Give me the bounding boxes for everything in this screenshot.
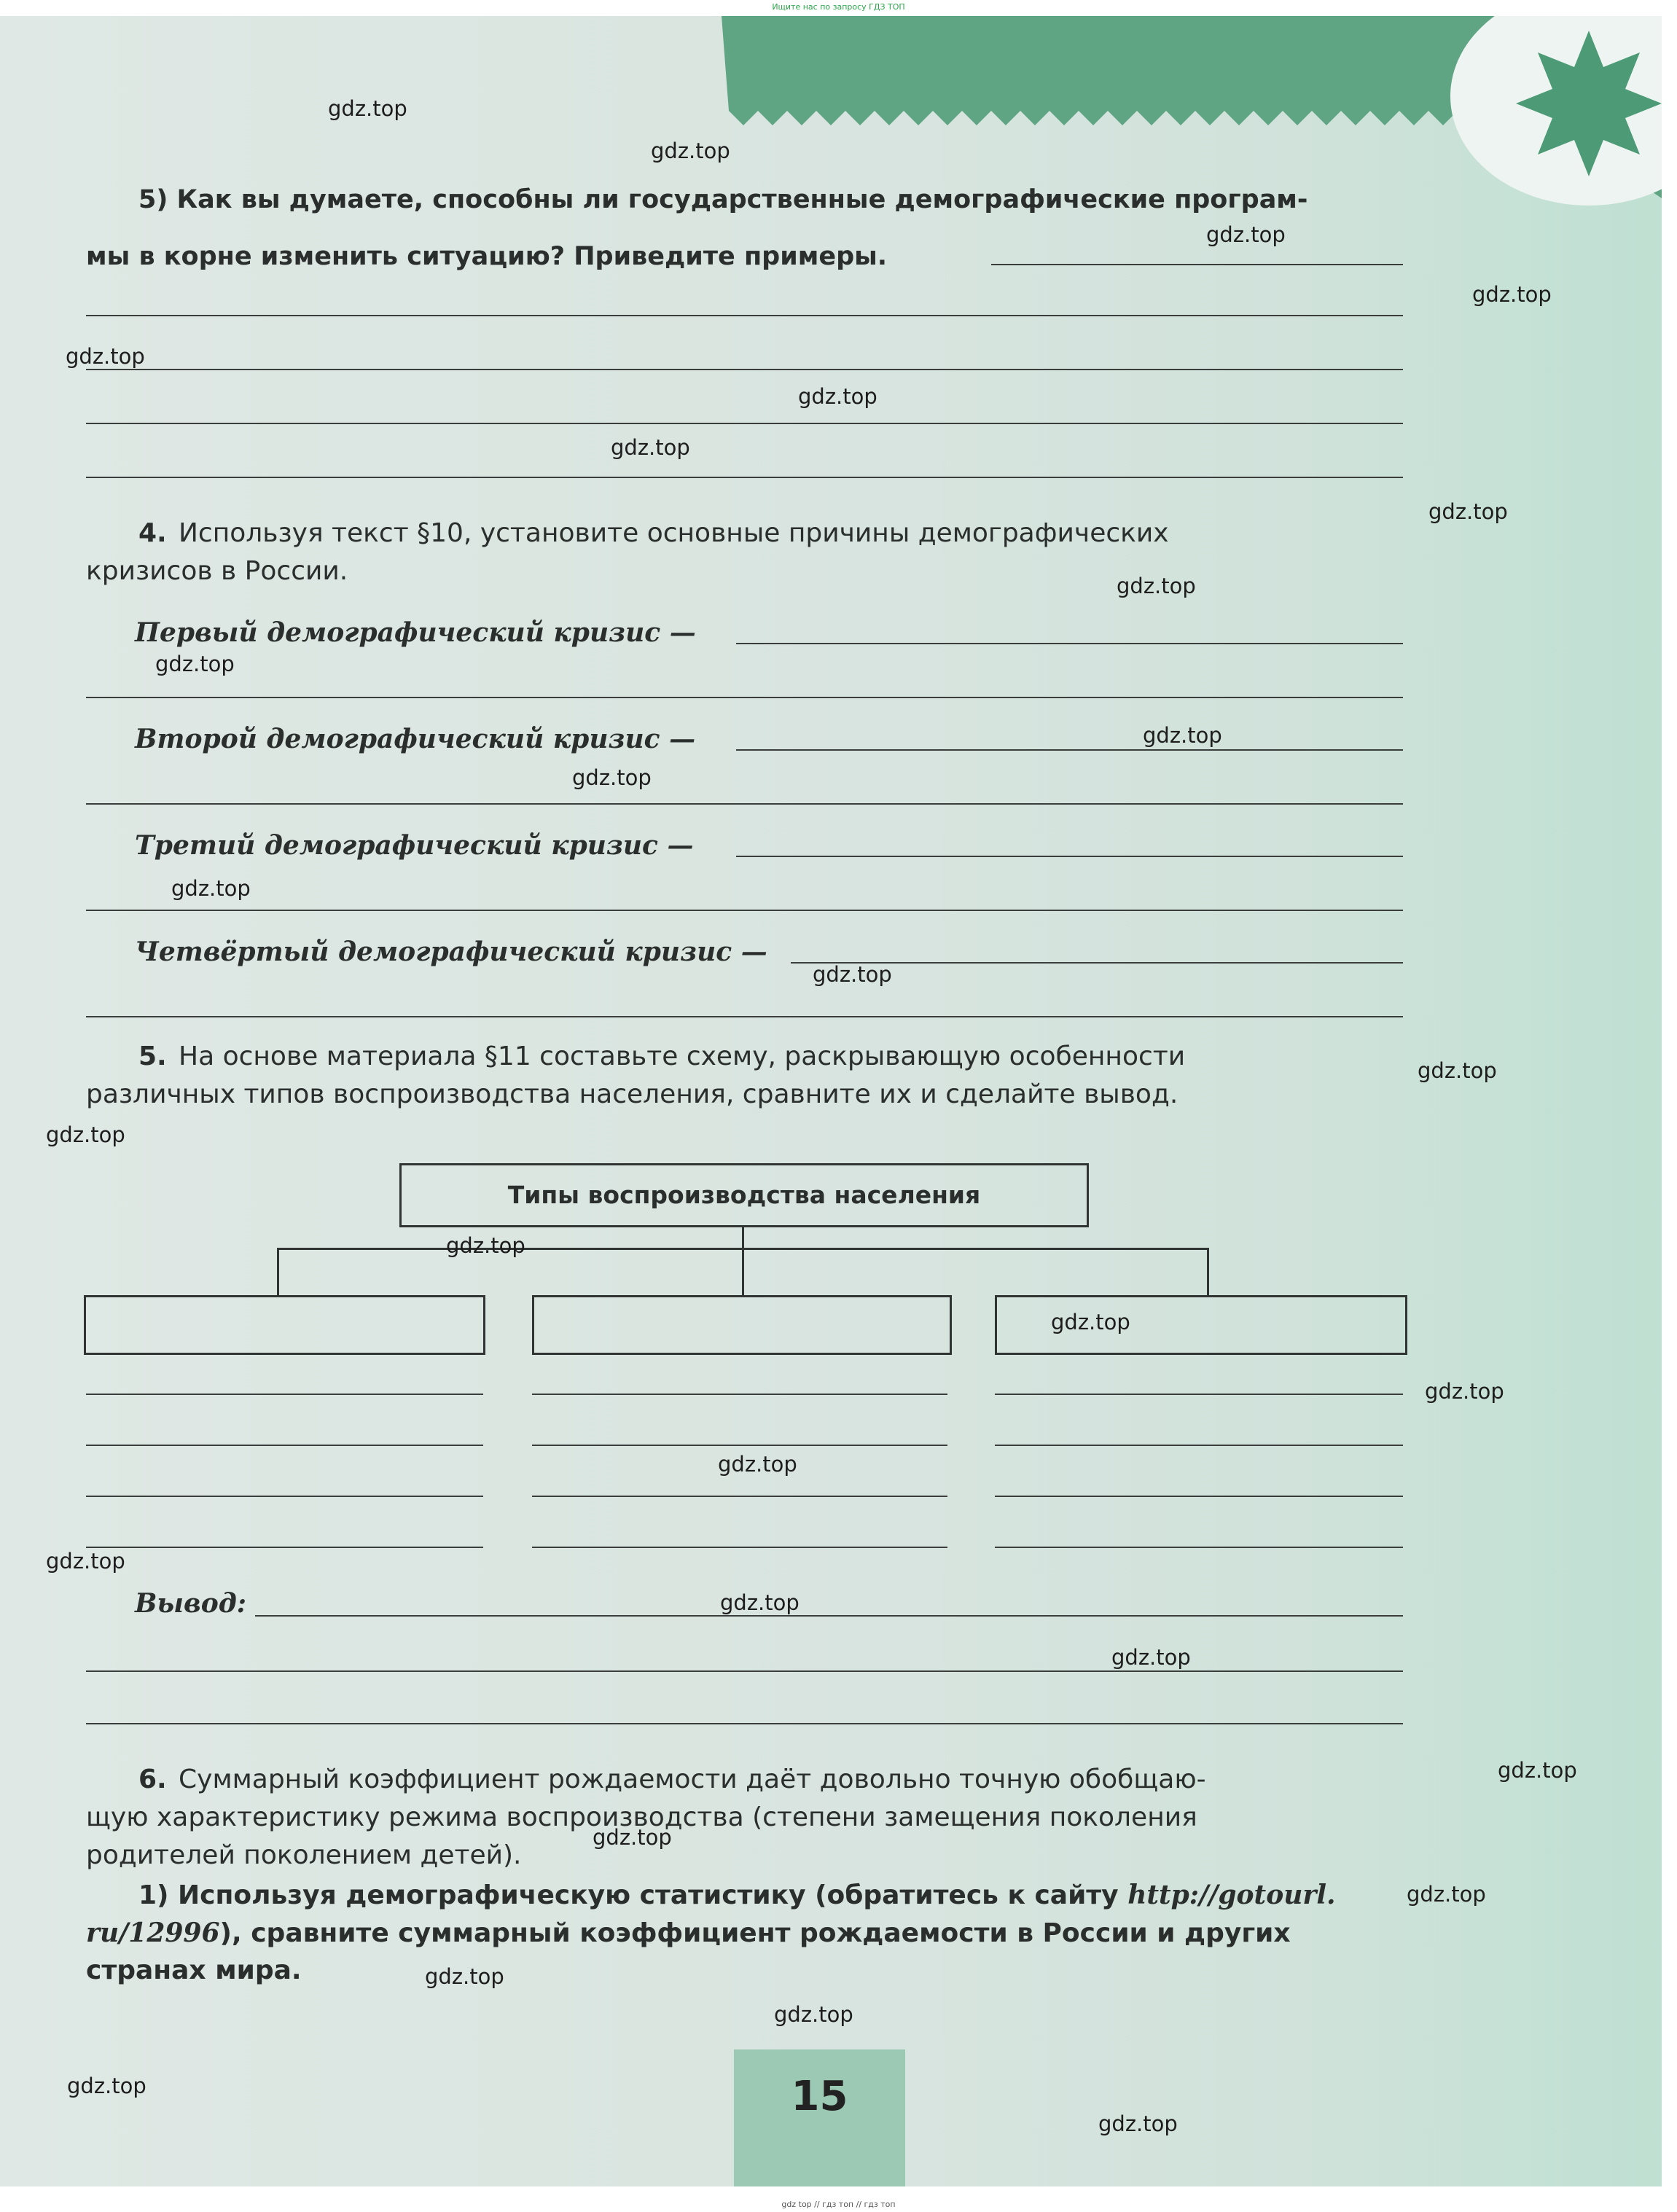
scheme-title-box [399, 1163, 1089, 1227]
answer-line[interactable] [532, 1496, 947, 1497]
scheme-box-middle[interactable] [532, 1295, 952, 1355]
answer-line[interactable] [86, 1670, 1403, 1672]
answer-line[interactable] [86, 803, 1403, 805]
watermark: gdz.top [1428, 499, 1508, 524]
answer-line[interactable] [736, 749, 1403, 751]
task6-line3: родителей поколением детей). [86, 1840, 522, 1870]
conclusion-label: Вывод: [135, 1588, 247, 1619]
scheme-connector [742, 1225, 744, 1295]
task6-sub1-line2 [86, 1914, 1291, 1953]
watermark: gdz.top [46, 1549, 125, 1574]
watermark: gdz.top [813, 962, 892, 987]
crisis-2-label: Второй демографический кризис — [135, 724, 696, 754]
answer-line[interactable] [86, 1394, 483, 1395]
task5-line1: На основе материала §11 составьте схему, раскрывающую особенности [179, 1041, 1186, 1071]
task6-sub1-line3: странах мира. [86, 1955, 302, 1985]
answer-line[interactable] [995, 1547, 1403, 1548]
watermark: gdz.top [1143, 723, 1222, 748]
task5-number: 5. [138, 1041, 167, 1071]
watermark: gdz.top [1498, 1758, 1577, 1783]
answer-line[interactable] [86, 315, 1403, 316]
answer-line[interactable] [995, 1394, 1403, 1395]
task6-line1: Суммарный коэффициент рождаемости даёт довольно точную обобщаю- [179, 1764, 1206, 1794]
crisis-1-label: Первый демографический кризис — [135, 617, 696, 648]
watermark: gdz.top [1117, 574, 1196, 598]
crisis-3-label: Третий демографический кризис — [135, 830, 694, 861]
watermark: gdz.top [328, 96, 407, 121]
watermark: gdz.top [611, 435, 690, 460]
watermark: gdz.top [1418, 1058, 1497, 1083]
task5-line2: различных типов воспроизводства населения, сравните их и сделайте вывод. [86, 1079, 1178, 1109]
answer-line[interactable] [86, 477, 1403, 478]
answer-line[interactable] [532, 1394, 947, 1395]
task6-link-part2[interactable]: ru/12996 [86, 1918, 220, 1948]
watermark: gdz.top [774, 2002, 853, 2027]
task6-sub1-line1 [138, 1876, 1336, 1915]
task6-link[interactable]: http://gotourl. [1127, 1880, 1336, 1910]
q5-sub-line2: мы в корне изменить ситуацию? Приведите примеры. [86, 242, 888, 271]
task6-line2: щую характеристику режима воспроизводства (степени замещения поколения [86, 1802, 1197, 1832]
watermark: gdz.top [593, 1825, 672, 1850]
watermark: gdz.top [66, 344, 145, 369]
answer-line[interactable] [995, 1445, 1403, 1446]
task6-number: 6. [138, 1764, 167, 1794]
watermark: gdz.top [798, 384, 877, 409]
scheme-connector [277, 1248, 279, 1295]
answer-line[interactable] [86, 1723, 1403, 1724]
watermark: gdz.top [67, 2074, 146, 2098]
q5-sub-line1: 5) Как вы думаете, способны ли государственные демографические програм- [138, 185, 1308, 214]
watermark: gdz.top [446, 1233, 525, 1258]
answer-line[interactable] [86, 697, 1403, 698]
watermark: gdz.top [1051, 1310, 1130, 1334]
crisis-4-label: Четвёртый демографический кризис — [135, 937, 767, 967]
answer-line[interactable] [86, 910, 1403, 911]
answer-line[interactable] [86, 369, 1403, 370]
watermark: gdz.top [155, 652, 235, 676]
watermark: gdz.top [1098, 2111, 1178, 2136]
watermark: gdz.top [651, 138, 730, 163]
watermark: gdz.top [1206, 222, 1286, 247]
scheme-title: Типы воспроизводства населения [507, 1181, 981, 1209]
scheme-connector [1207, 1248, 1209, 1295]
answer-line[interactable] [736, 643, 1403, 644]
watermark: gdz.top [171, 876, 251, 901]
page-number: 15 [791, 2073, 848, 2120]
task4-line2: кризисов в России. [86, 556, 348, 586]
watermark: gdz.top [46, 1122, 125, 1147]
workbook-page [0, 16, 1662, 2186]
answer-line[interactable] [995, 1496, 1403, 1497]
answer-line[interactable] [991, 264, 1403, 265]
answer-line[interactable] [86, 1445, 483, 1446]
footer-note: gdz top // гдз топ // гдз топ [781, 2200, 896, 2209]
answer-line[interactable] [736, 856, 1403, 857]
scheme-connector [277, 1248, 1209, 1250]
answer-line[interactable] [86, 423, 1403, 424]
task6-sub1-text2: ), сравните суммарный коэффициент рождаемости в России и других [219, 1918, 1291, 1948]
watermark: gdz.top [1425, 1379, 1504, 1404]
task4-line1: Используя текст §10, установите основные причины демографических [179, 518, 1169, 548]
watermark: gdz.top [1111, 1645, 1191, 1670]
answer-line[interactable] [86, 1016, 1403, 1017]
watermark: gdz.top [718, 1452, 797, 1477]
answer-line[interactable] [255, 1615, 1403, 1617]
header-note: Ищите нас по запросу ГДЗ ТОП [772, 2, 905, 12]
watermark: gdz.top [1472, 282, 1552, 307]
answer-line[interactable] [86, 1496, 483, 1497]
task6-sub1-text: 1) Используя демографическую статистику (обратитесь к сайту [138, 1880, 1119, 1910]
answer-line[interactable] [86, 1547, 483, 1548]
watermark: gdz.top [720, 1590, 800, 1615]
scheme-box-left[interactable] [84, 1295, 485, 1355]
watermark: gdz.top [1407, 1882, 1486, 1907]
watermark: gdz.top [572, 765, 652, 790]
answer-line[interactable] [532, 1445, 947, 1446]
watermark: gdz.top [425, 1964, 504, 1989]
task4-number: 4. [138, 518, 167, 548]
answer-line[interactable] [532, 1547, 947, 1548]
